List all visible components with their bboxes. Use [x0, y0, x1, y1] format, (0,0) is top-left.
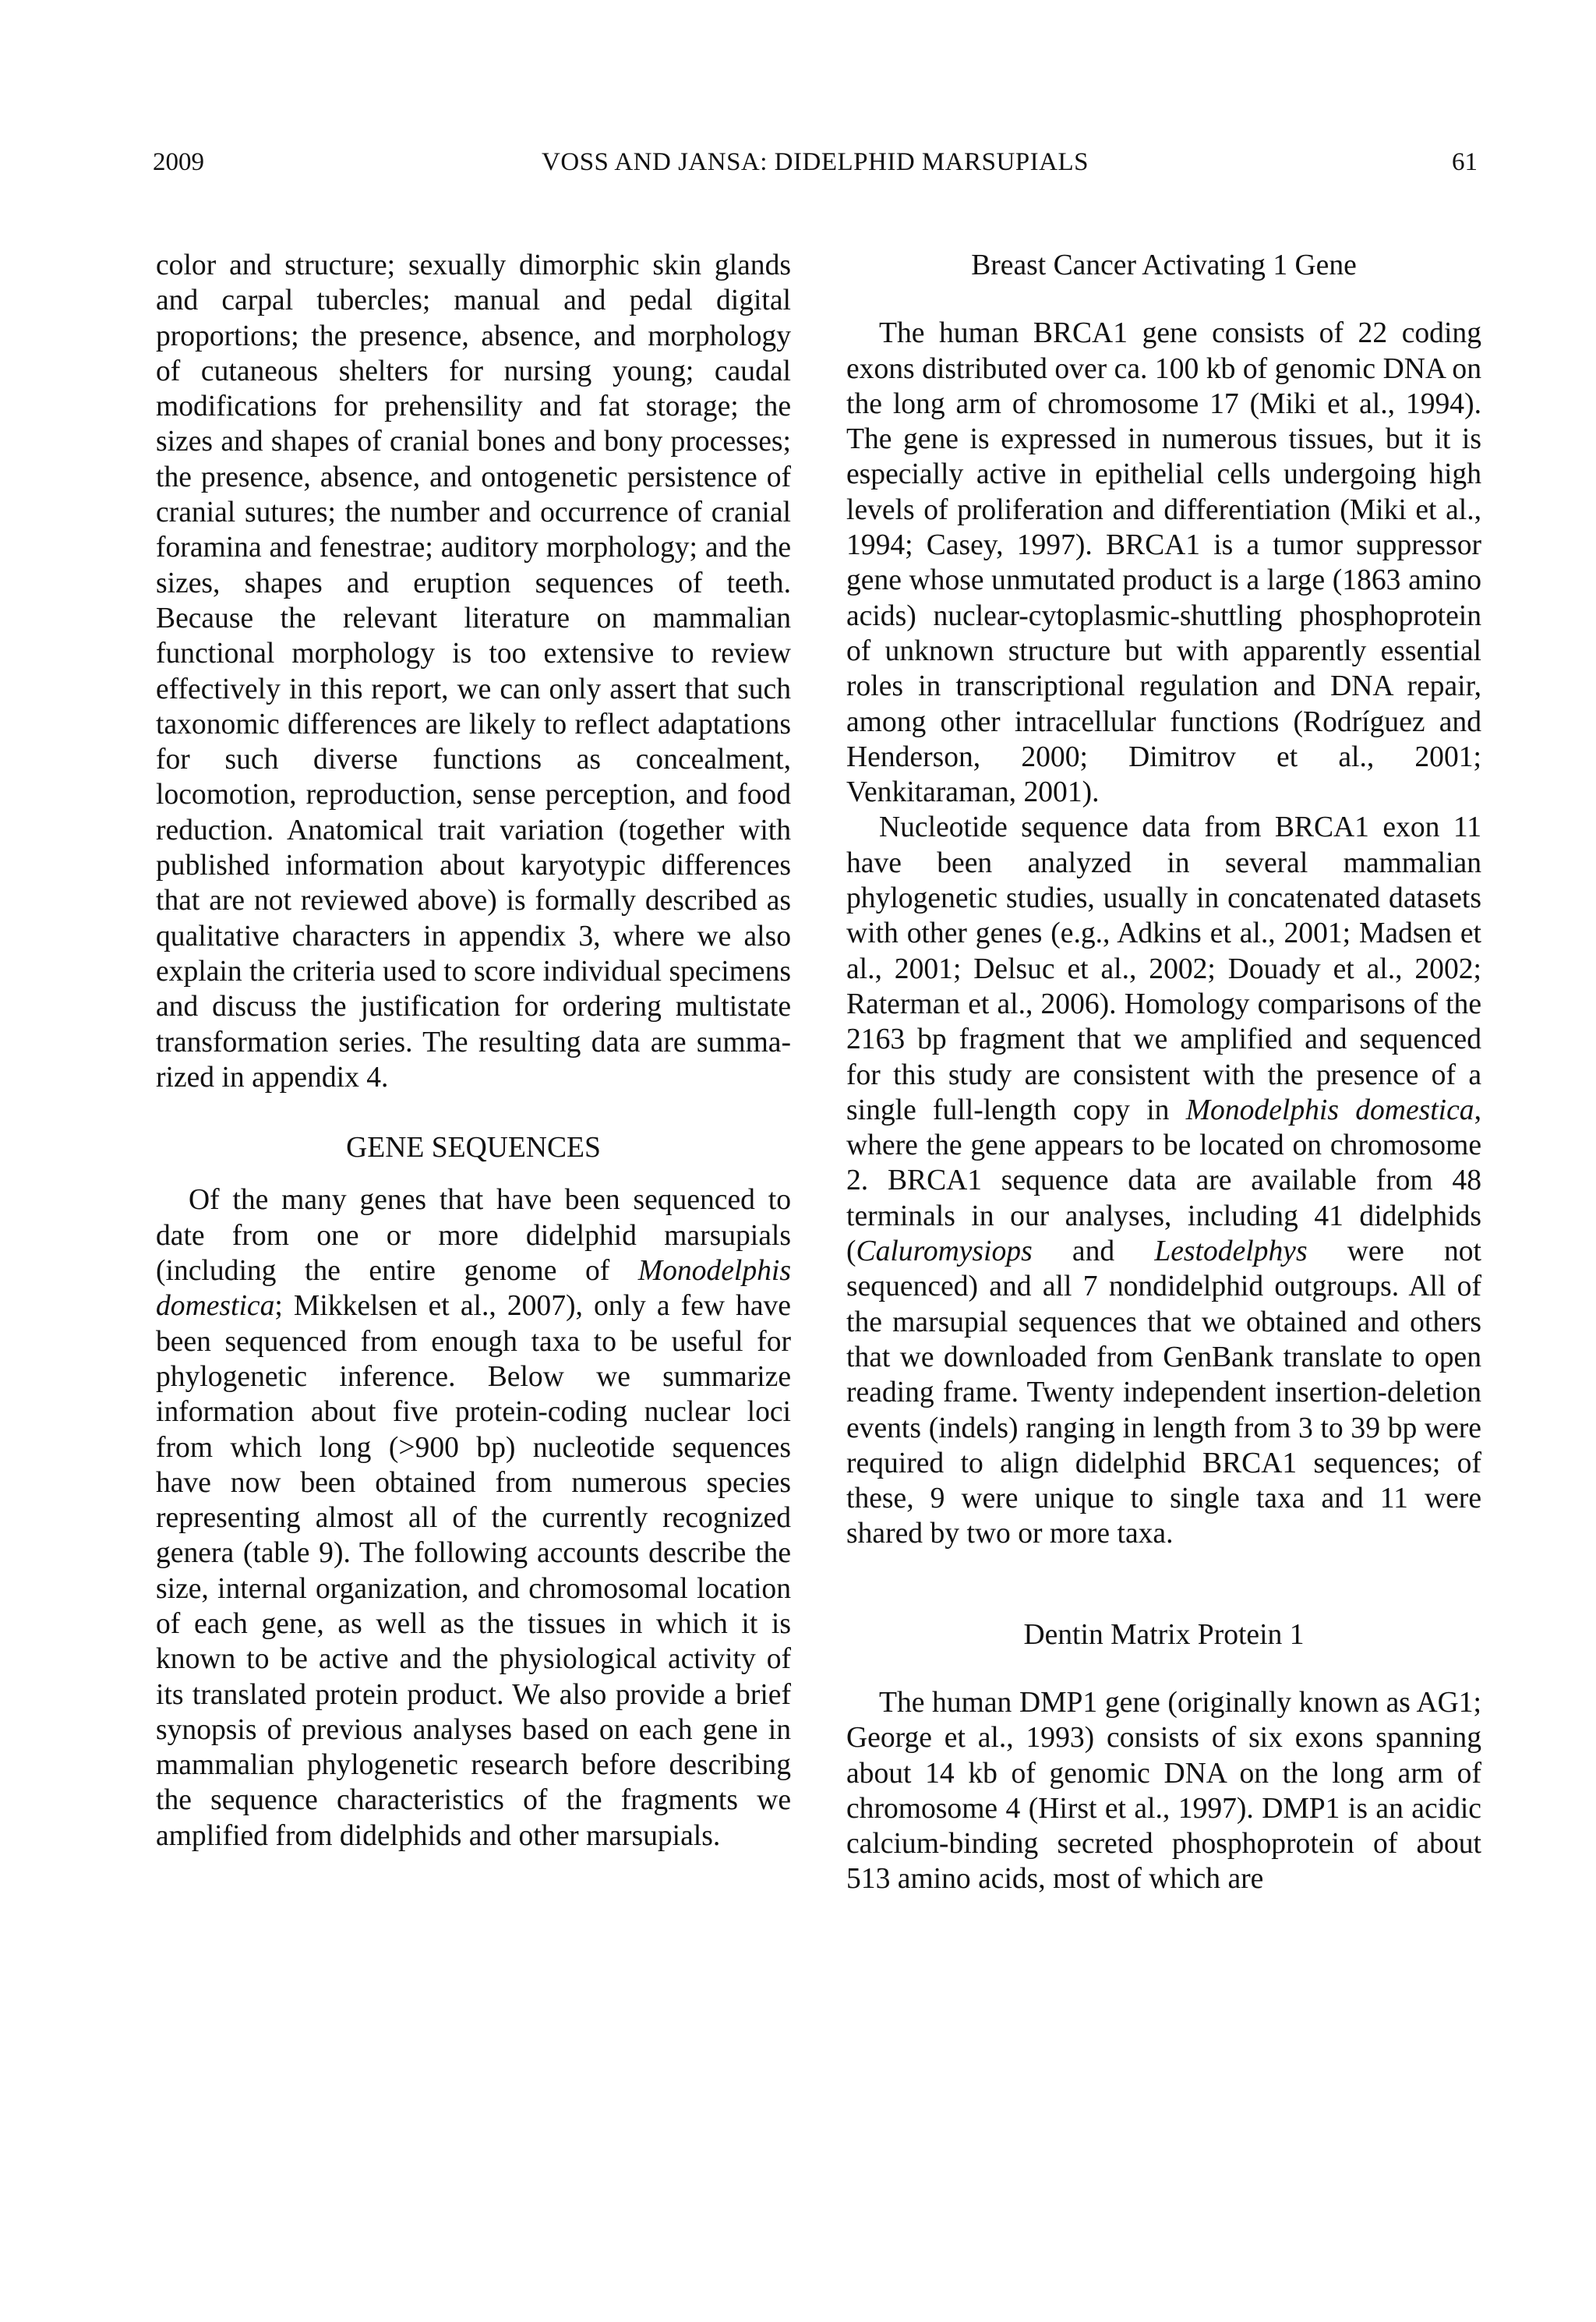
text-run: ; Mikkelsen et al., 2007), only a few have been sequenced from enough taxa to be useful for phylogenetic inference. Below we summarize information about five protein-coding nuclear loci from which long (>900 bp) nucleotide sequences have now been obtained from numerous species representing almost all of the currently recognized genera (table 9). The following accounts describe the size, internal organization, and chromosomal location of each gene, as well as the tissues in which it is known to be active and the physiological activity of its translated protein product. We also provide a brief synopsis of previous analyses based on each gene in mammalian phylogenetic research before describing the sequence characteristics of the fragments we amplified from didelphids and other marsupials. — [156, 1290, 791, 1852]
paragraph-brca1-analysis — [846, 810, 1481, 1551]
taxon-name: Monodelphis domestica — [156, 1255, 791, 1323]
header-year: 2009 — [153, 148, 204, 176]
taxon-name: Monodelphis domestica — [1185, 1094, 1474, 1126]
text-run: Of the many genes that have been sequenced to date from one or more didelphid marsupials (including the entire genome of — [156, 1184, 791, 1288]
left-column — [156, 248, 791, 1854]
paragraph-dmp1-description: The human DMP1 gene (originally known as AG1; George et al., 1993) consists of six exons spanning about 14 kb of genomic DNA on the long arm of chromosome 4 (Hirst et al., 1997). DMP1 is an acidic calcium-binding secreted phosphoprotein of about 513 amino acids, most of which are — [846, 1686, 1481, 1896]
text-run: , where the gene appears to be located on chromosome 2. BRCA1 sequence data are available from 48 terminals in our analyses, including 41 didelphids ( — [846, 1094, 1481, 1268]
paragraph-brca1-description: The human BRCA1 gene consists of 22 coding exons distributed over ca. 100 kb of genomic DNA on the long arm of chromosome 17 (Miki et al., 1994). The gene is expressed in numerous tissues, but it is especially active in epithelial cells undergoing high levels of proliferation and differentiation (Miki et al., 1994; Casey, 1997). BRCA1 is a tumor suppressor gene whose unmutated product is a large (1863 amino acids) nuclear-cytoplasmic-shuttling phosphoprotein of unknown structure but with apparently essential roles in transcriptional regulation and DNA repair, among other intracellular functions (Rodríguez and Henderson, 2000; Dimitrov et al., 2001; Venkitaraman, 2001). — [846, 317, 1481, 809]
taxon-name: Lestodelphys — [1154, 1235, 1308, 1268]
paragraph-continued: color and structure; sexually dimorphic skin glands and carpal tubercles; manual and pedal digital proportions; the presence, absence, and morphology of cutaneous shelters for nursing young; caudal modifications for prehensility and fat storage; the sizes and shapes of cranial bones and bony processes; the presence, absence, and ontogenetic persistence of cranial sutures; the number and occurrence of cranial foramina and fenestrae; auditory morphology; and the sizes, shapes and eruption sequences of teeth. Because the relevant literature on mammalian functional morphology is too extensive to review effectively in this report, we can only assert that such taxonomic differences are likely to reflect adaptations for such diverse functions as concealment, locomotion, reproduction, sense perception, and food reduction. Anatomical trait variation (together with published information about karyotypic differences that are not reviewed above) is formally described as qualitative characters in appendix 3, where we also explain the criteria used to score individual specimens and discuss the justification for ordering multistate transformation series. The resulting data are summarized in appendix 4. — [156, 249, 791, 1094]
subheading-brca1: Breast Cancer Activating 1 Gene — [971, 249, 1357, 281]
running-title: VOSS AND JANSA: DIDELPHID MARSUPIALS — [542, 148, 1089, 176]
paragraph-gene-sequences-intro — [156, 1182, 791, 1854]
section-heading-gene-sequences: GENE SEQUENCES — [346, 1132, 601, 1165]
subheading-dmp1: Dentin Matrix Protein 1 — [1023, 1618, 1305, 1651]
running-header — [153, 148, 1478, 184]
page-number: 61 — [1452, 148, 1478, 176]
text-run: Nucleotide sequence data from BRCA1 exon 11 have been analyzed in several mammalian phylogenetic studies, usually in concatenated datasets with other genes (e.g., Adkins et al., 2001; Madsen et al., 2001; Delsuc et al., 2002; Douady et al., 2002; Raterman et al., 2006). Homology comparisons of the 2163 bp fragment that we amplified and sequenced for this study are consistent with the presence of a single full-length copy in — [846, 811, 1481, 1126]
taxon-name: Caluromysiops — [856, 1235, 1033, 1268]
text-run: and — [1032, 1235, 1155, 1268]
text-run: were not sequenced) and all 7 nondidelphid outgroups. All of the marsupial sequences that we obtained and others that we downloaded from GenBank translate to open reading frame. Twenty independent insertion-deletion events (indels) ranging in length from 3 to 39 bp were required to align didelphid BRCA1 sequences; of these, 9 were unique to single taxa and 11 were shared by two or more taxa. — [846, 1235, 1481, 1550]
right-column — [846, 248, 1481, 1897]
